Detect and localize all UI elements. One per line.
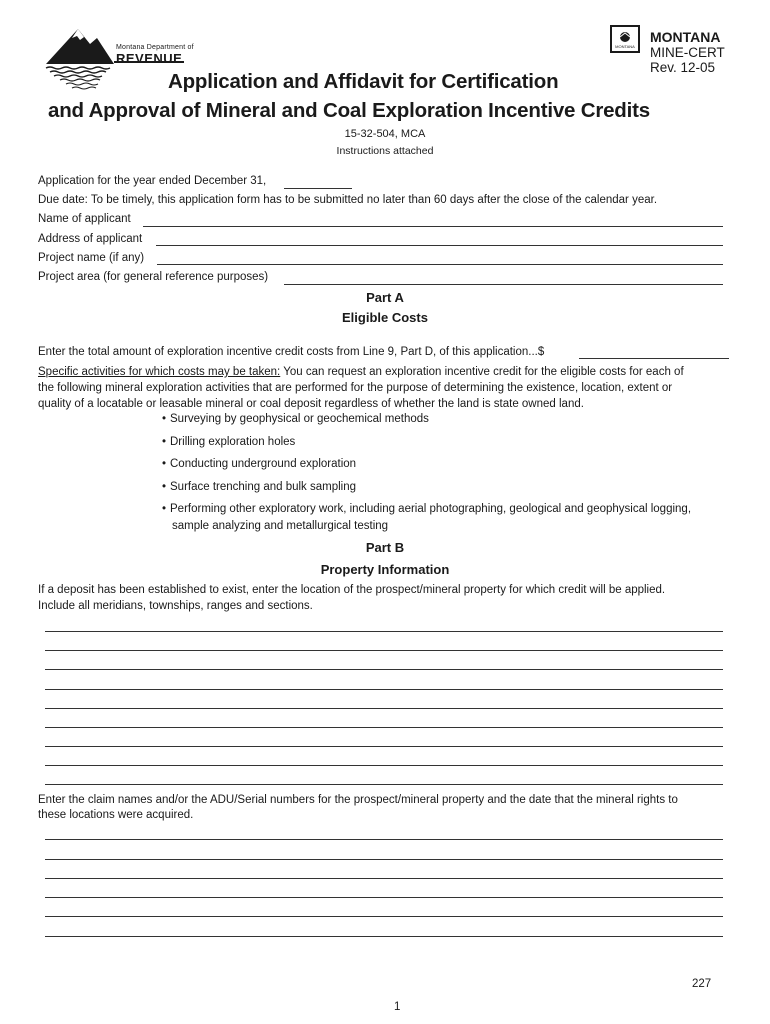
- seal-icon: [612, 27, 638, 51]
- applicant-name-label: Name of applicant: [38, 213, 131, 225]
- claims-instruction-2: these locations were acquired.: [38, 809, 194, 821]
- location-input-line[interactable]: [45, 669, 723, 670]
- applicant-address-label: Address of applicant: [38, 233, 143, 245]
- claims-input-line[interactable]: [45, 916, 723, 917]
- claims-input-line[interactable]: [45, 839, 723, 840]
- part-b-subtitle: Property Information: [320, 562, 450, 577]
- location-instruction-2: Include all meridians, townships, ranges and sections.: [38, 600, 313, 612]
- title-line-2: and Approval of Mineral and Coal Exploration Incentive Credits: [48, 99, 650, 122]
- title-line-1: Application and Affidavit for Certification: [168, 70, 559, 93]
- specific-activities-paragraph: Specific activities for which costs may be taken: You can request an exploration incentive credit for the eligible costs for each of the following mineral exploration activities that are performed for the purpose of determining the existence, location, extent or quality of a locatable or leasable mineral or coal deposit regardless of whether the land is state owned land.: [38, 366, 684, 410]
- location-input-line[interactable]: [45, 689, 723, 690]
- claims-input-line[interactable]: [45, 878, 723, 879]
- location-input-line[interactable]: [45, 650, 723, 651]
- form-code: MINE-CERT: [650, 45, 725, 60]
- page-number: 1: [394, 1001, 401, 1013]
- total-amount-input[interactable]: [579, 358, 729, 359]
- list-item: • Surface trenching and bulk sampling: [162, 481, 357, 493]
- list-item: • Surveying by geophysical or geochemical methods: [162, 413, 429, 425]
- form-revision: Rev. 12-05: [650, 60, 716, 75]
- location-input-line[interactable]: [45, 784, 723, 785]
- list-item: • Drilling exploration holes: [162, 436, 296, 448]
- claims-instruction-1: Enter the claim names and/or the ADU/Serial numbers for the prospect/mineral property and the date that the mineral rights to: [38, 794, 678, 806]
- state-seal-box: [610, 25, 640, 53]
- claims-input-line[interactable]: [45, 859, 723, 860]
- form-number: 227: [692, 978, 712, 990]
- claims-input-line[interactable]: [45, 936, 723, 937]
- applicant-address-input[interactable]: [156, 245, 723, 246]
- statute-reference: 15-32-504, MCA: [344, 128, 426, 140]
- list-item-continuation: sample analyzing and metallurgical testing: [172, 520, 389, 532]
- part-a-title: Part A: [366, 290, 404, 305]
- due-date-text: Due date: To be timely, this application form has to be submitted no later than 60 days after the close of the calendar year.: [38, 194, 658, 206]
- location-input-line[interactable]: [45, 727, 723, 728]
- location-input-line[interactable]: [45, 746, 723, 747]
- total-amount-label: Enter the total amount of exploration incentive credit costs from Line 9, Part D, of this application...$: [38, 346, 545, 358]
- part-b-title: Part B: [365, 540, 405, 555]
- location-input-line[interactable]: [45, 765, 723, 766]
- svg-text:MONTANA: MONTANA: [615, 44, 635, 49]
- applicant-name-input[interactable]: [143, 226, 723, 227]
- location-input-line[interactable]: [45, 708, 723, 709]
- logo-revenue-text: REVENUE: [116, 51, 183, 66]
- project-area-label: Project area (for general reference purposes): [38, 271, 269, 283]
- instructions-note: Instructions attached: [336, 145, 434, 157]
- year-input[interactable]: [284, 188, 352, 189]
- logo-department-text: Montana Department of: [116, 44, 194, 51]
- location-input-line[interactable]: [45, 631, 723, 632]
- form-identifier: [650, 30, 725, 75]
- specific-activities-heading: Specific activities for which costs may be taken:: [38, 366, 281, 378]
- part-a-subtitle: Eligible Costs: [342, 310, 428, 325]
- list-item: • Conducting underground exploration: [162, 458, 357, 470]
- year-label: Application for the year ended December 31,: [38, 175, 267, 187]
- project-area-input[interactable]: [284, 284, 723, 285]
- state-label: MONTANA: [650, 29, 721, 45]
- project-name-input[interactable]: [157, 264, 723, 265]
- list-item: • Performing other exploratory work, including aerial photographing, geological and geophysical logging,: [162, 503, 692, 515]
- project-name-label: Project name (if any): [38, 252, 145, 264]
- claims-input-line[interactable]: [45, 897, 723, 898]
- location-instruction-1: If a deposit has been established to exist, enter the location of the prospect/mineral property for which credit will be applied.: [38, 584, 666, 596]
